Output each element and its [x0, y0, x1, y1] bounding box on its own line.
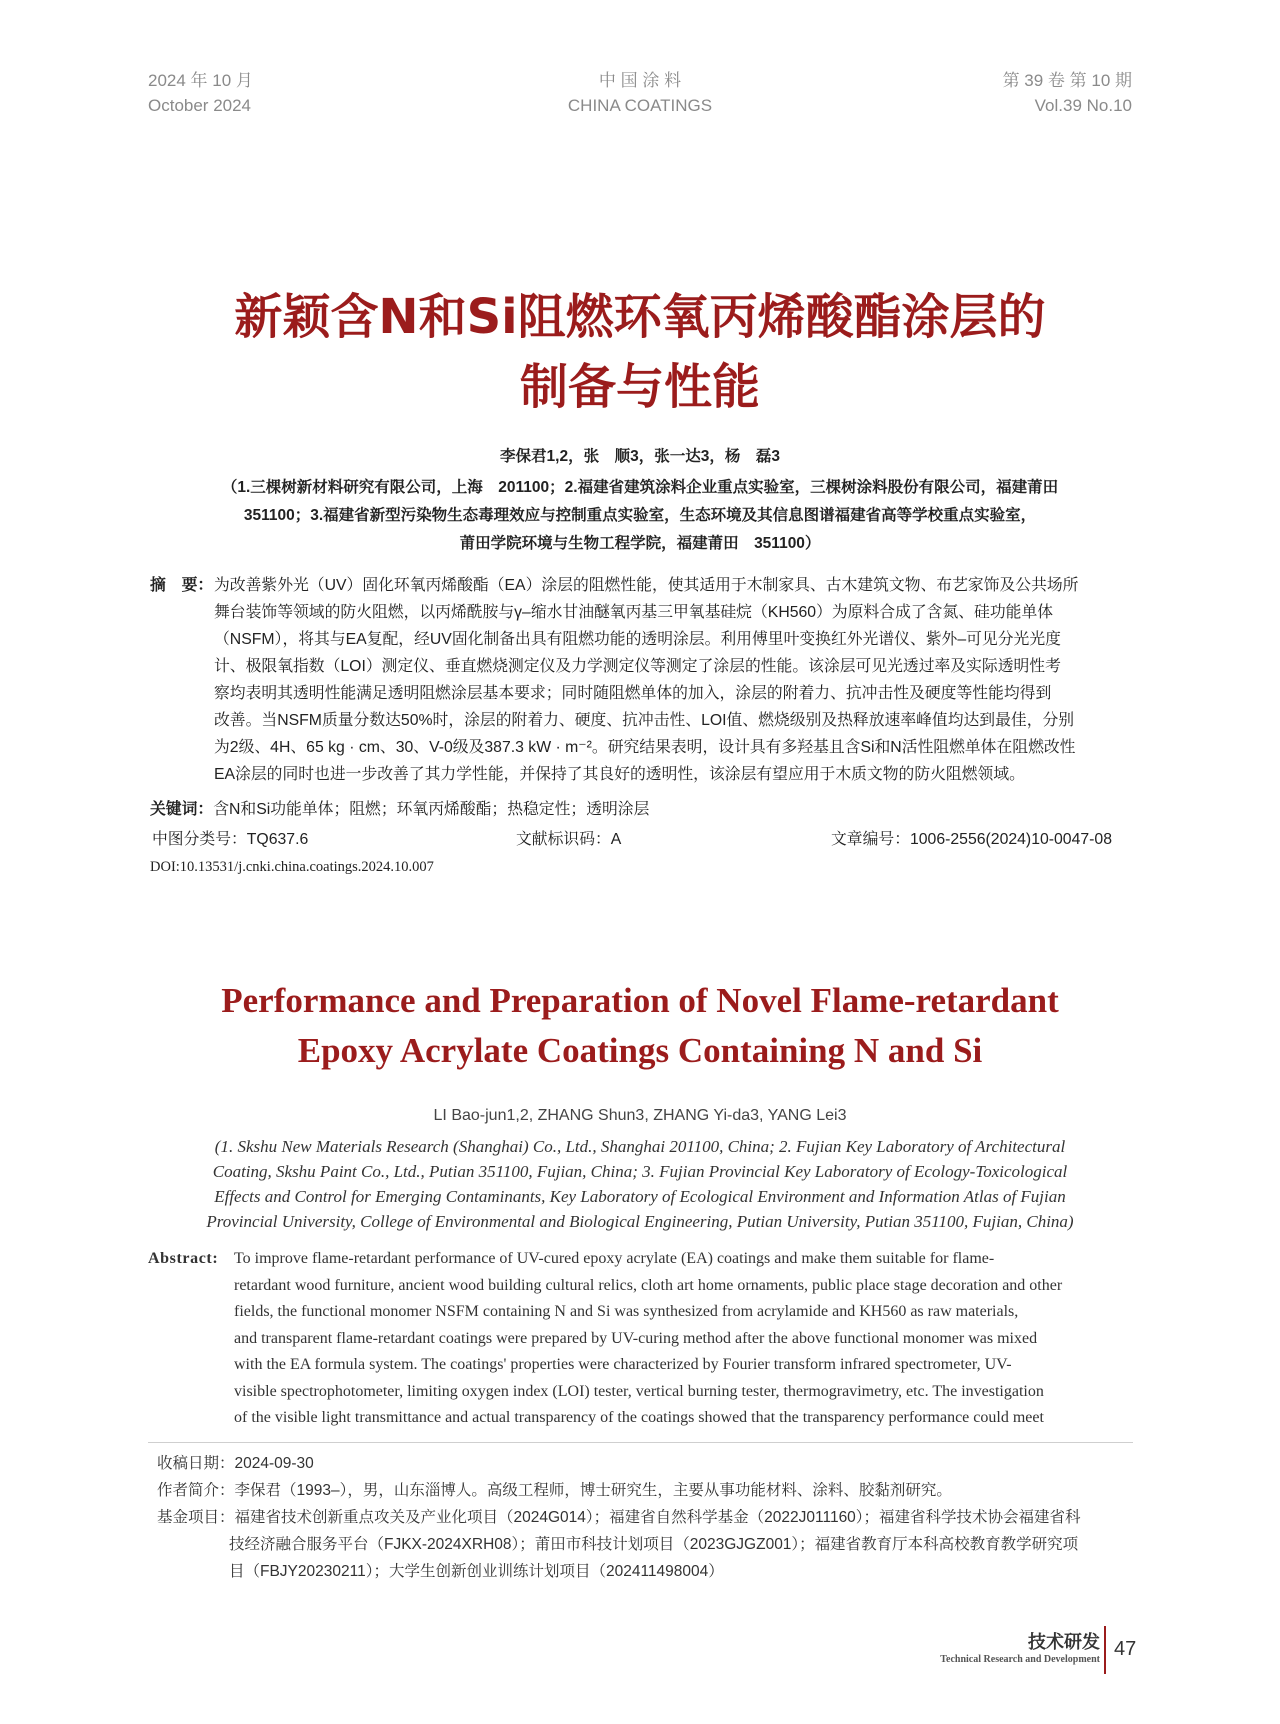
affiliations-en: [140, 1134, 1140, 1234]
abstract-cn-label: 摘 要：: [150, 577, 214, 594]
clc-number: 中图分类号：TQ637.6: [152, 831, 309, 848]
abstract-cn-line: EA涂层的同时也进一步改善了其力学性能，并保持了其良好的透明性，该涂层有望应用于木质文物的防火阻燃领域。: [214, 766, 1025, 783]
page-number: 47: [1114, 1638, 1137, 1660]
section-name-en: Technical Research and Development: [940, 1654, 1100, 1665]
abstract-en-line: of the visible light transmittance and actual transparency of the coatings showed that the transparency performance could meet: [234, 1409, 1044, 1426]
affiliation-cn-line: （1.三棵树新材料研究有限公司，上海 201100；2.福建省建筑涂料企业重点实验室，三棵树涂料股份有限公司，福建莆田: [221, 479, 1059, 496]
volume-en: Vol.39 No.10: [1034, 96, 1132, 115]
authors-en: LI Bao-jun1,2, ZHANG Shun3, ZHANG Yi-da3, YANG Lei3: [433, 1107, 847, 1124]
authors-cn: 李保君1,2，张 顺3，张一达3，杨 磊3: [500, 448, 780, 465]
abstract-cn-line: 计、极限氧指数（LOI）测定仪、垂直燃烧测定仪及力学测定仪等测定了涂层的性能。该涂层可见光透过率及实际透明性考: [214, 658, 1061, 675]
volume-cn: 第 39 卷 第 10 期: [1002, 71, 1132, 90]
abstract-cn-line: 为2级、4H、65 kg · cm、30、V-0级及387.3 kW · m⁻²。研究结果表明，设计具有多羟基且含Si和N活性阻燃单体在阻燃改性: [214, 739, 1076, 756]
abstract-cn-line: 察均表明其透明性能满足透明阻燃涂层基本要求；同时随阻燃单体的加入，涂层的附着力、抗冲击性及硬度等性能均得到: [214, 685, 1052, 702]
header-right: [1003, 68, 1132, 118]
title-en-line2: Epoxy Acrylate Coatings Containing N and Si: [297, 1031, 983, 1070]
abstract-en-body: [234, 1246, 1133, 1432]
footnote-divider: [148, 1442, 1133, 1443]
article-number: 文章编号：1006-2556(2024)10-0047-08: [831, 831, 1112, 848]
footnotes: [157, 1450, 1132, 1585]
journal-name-cn: 中 国 涂 料: [598, 71, 682, 90]
abstract-cn: [150, 572, 1135, 788]
affiliations-cn: [140, 474, 1140, 558]
issue-date-cn: 2024 年 10 月: [148, 71, 253, 90]
abstract-cn-line: 为改善紫外光（UV）固化环氧丙烯酸酯（EA）涂层的阻燃性能，使其适用于木制家具、古木建筑文物、布艺家饰及公共场所: [214, 577, 1079, 594]
abstract-en-line: with the EA formula system. The coatings' properties were characterized by Fourier transform infrared spectrometer, UV-: [234, 1356, 1012, 1373]
doi[interactable]: DOI:10.13531/j.cnki.china.coatings.2024.10.007: [150, 859, 434, 875]
journal-name-en: CHINA COATINGS: [567, 96, 713, 115]
keywords-cn-text: 含N和Si功能单体；阻燃；环氧丙烯酸酯；热稳定性；透明涂层: [213, 801, 650, 818]
funding-line: 目（FBJY20230211）；大学生创新创业训练计划项目（202411498004）: [229, 1563, 724, 1580]
author-intro: 作者简介：李保君（1993–），男，山东淄博人。高级工程师，博士研究生，主要从事功能材料、涂料、胶黏剂研究。: [157, 1482, 952, 1499]
received-date: 收稿日期：2024-09-30: [157, 1455, 314, 1472]
page-number-bar: [1104, 1626, 1106, 1674]
keywords-cn: [150, 796, 649, 819]
abstract-cn-line: 改善。当NSFM质量分数达50%时，涂层的附着力、硬度、抗冲击性、LOI值、燃烧级别及热释放速率峰值均达到最佳，分别: [214, 712, 1075, 729]
keywords-cn-label: 关键词：: [150, 801, 214, 818]
affiliation-en-line: Coating, Skshu Paint Co., Ltd., Putian 351100, Fujian, China; 3. Fujian Provincial Key Laboratory of Ecology-Toxicological: [212, 1162, 1068, 1181]
abstract-cn-body: [214, 572, 1135, 788]
title-en-line1: Performance and Preparation of Novel Flame-retardant: [221, 981, 1059, 1020]
document-code: 文献标识码：A: [516, 831, 622, 848]
affiliation-en-line: (1. Skshu New Materials Research (Shanghai) Co., Ltd., Shanghai 201100, China; 2. Fujian Key Laboratory of Architectural: [214, 1137, 1066, 1156]
abstract-cn-line: （NSFM），将其与EA复配，经UV固化制备出具有阻燃功能的透明涂层。利用傅里叶变换红外光谱仪、紫外–可见分光光度: [214, 631, 1061, 648]
title-cn-line2: 制备与性能: [519, 359, 760, 415]
title-cn: [100, 282, 1180, 422]
affiliation-cn-line: 351100；3.福建省新型污染物生态毒理效应与控制重点实验室，生态环境及其信息图谱福建省高等学校重点实验室，: [243, 507, 1037, 524]
abstract-en-label: Abstract:: [148, 1250, 219, 1267]
abstract-en-line: visible spectrophotometer, limiting oxygen index (LOI) tester, vertical burning tester, thermogravimetry, etc. The investigation: [234, 1382, 1044, 1400]
abstract-en: [148, 1246, 1133, 1432]
abstract-en-line: fields, the functional monomer NSFM containing N and Si was synthesized from acrylamide and KH560 as raw materials,: [234, 1303, 1019, 1320]
abstract-en-line: and transparent flame-retardant coatings were prepared by UV-curing method after the above functional monomer was mixed: [234, 1329, 1038, 1347]
abstract-en-line: retardant wood furniture, ancient wood building cultural relics, cloth art home ornaments, public place stage decoration and other: [234, 1276, 1063, 1294]
funding-line: 基金项目：福建省技术创新重点攻关及产业化项目（2024G014）；福建省自然科学基金（2022J011160）；福建省科学技术协会福建省科: [157, 1509, 1081, 1526]
affiliation-en-line: Provincial University, College of Environmental and Biological Engineering, Putian University, Putian 351100, Fujian, China): [206, 1212, 1074, 1231]
title-cn-line1: 新颖含N和Si阻燃环氧丙烯酸酯涂层的: [234, 289, 1046, 345]
abstract-en-line: To improve flame-retardant performance of UV-cured epoxy acrylate (EA) coatings and make them suitable for flame-: [234, 1250, 995, 1267]
issue-date-en: October 2024: [148, 96, 252, 115]
funding-line: 技经济融合服务平台（FJKX-2024XRH08）；莆田市科技计划项目（2023GJGZ001）；福建省教育厅本科高校教育教学研究项: [229, 1536, 1079, 1553]
affiliation-en-line: Effects and Control for Emerging Contaminants, Key Laboratory of Ecological Environment and Information Atlas of Fujian: [214, 1187, 1066, 1206]
title-en: [0, 976, 1280, 1076]
section-name-cn: 技术研发: [1028, 1632, 1100, 1652]
affiliation-cn-line: 莆田学院环境与生物工程学院，福建莆田 351100）: [459, 535, 821, 552]
abstract-cn-line: 舞台装饰等领域的防火阻燃，以丙烯酰胺与γ–缩水甘油醚氧丙基三甲氧基硅烷（KH560）为原料合成了含氮、硅功能单体: [214, 604, 1054, 621]
